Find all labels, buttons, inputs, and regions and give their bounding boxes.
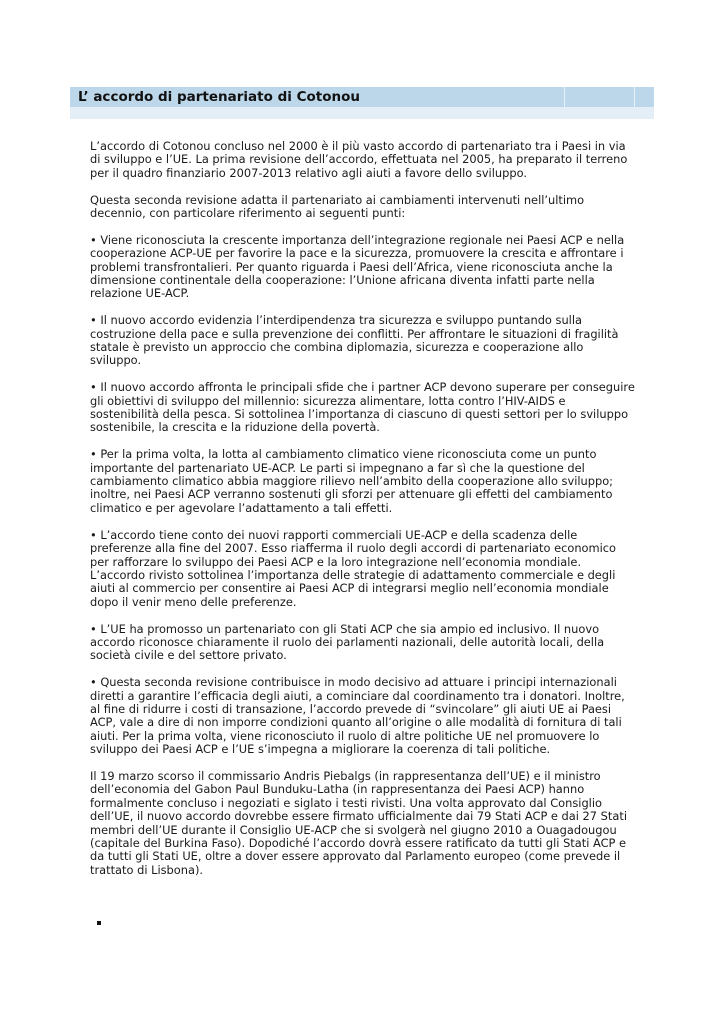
banner-divider [564, 87, 565, 107]
page-title: L’ accordo di partenariato di Cotonou [78, 89, 360, 105]
bullet-item: • Questa seconda revisione contribuisce in modo decisivo ad attuare i principi internazionali diretti a garantire l’efficacia degli aiuti, a cominciare dal coordinamento tra i donatori. Inoltre, al fine di ridurre i costi di transazione, l’accordo prevede di “svincolare” gli aiuti UE ai Paesi ACP, vale a dire di non imporre condizioni quanto all’origine o alle modalità di fornitura di tali aiuti. Per la prima volta, viene riconosciuto il ruolo di altre politiche UE nel promuovere lo sviluppo dei Paesi ACP e l’UE s’impegna a migliorare la coerenza di tali politiche. [90, 675, 625, 757]
bullet-item: • L’accordo tiene conto dei nuovi rapporti commerciali UE-ACP e della scadenza delle preferenze alla fine del 2007. Esso riafferma il ruolo degli accordi di partenariato economico per rafforzare lo sviluppo dei Paesi ACP e la loro integrazione nell’economia mondiale. L’accordo rivisto sottolinea l’importanza delle strategie di adattamento commerciale e degli aiuti al commercio per consentire ai Paesi ACP di integrarsi meglio nell’economia mondiale dopo il venir meno delle preferenze. [90, 527, 617, 609]
intro-paragraph: L’accordo di Cotonou concluso nel 2000 è il più vasto accordo di partenariato tra i Paesi in via di sviluppo e l’UE. La prima revisione dell’accordo, effettuata nel 2005, ha preparato il terreno per il quadro finanziario 2007-2013 relativo agli aiuti a favore dello sviluppo. [90, 139, 628, 180]
article-body [90, 140, 635, 891]
banner-divider [634, 87, 635, 107]
closing-paragraph: Il 19 marzo scorso il commissario Andris Piebalgs (in rappresentanza dell’UE) e il ministro dell’economia del Gabon Paul Bunduku-Latha (in rappresentanza dei Paesi ACP) hanno formalmente concluso i negoziati e siglato i testi rivisti. Una volta approvato dal Consiglio dell’UE, il nuovo accordo dovrebbe essere firmato ufficialmente dai 79 Stati ACP e dai 27 Stati membri dell’UE durante il Consiglio UE-ACP che si svolgerà nel giugno 2010 a Ouagadougou (capitale del Burkina Faso). Dopodiché l’accordo dovrà essere ratificato da tutti gli Stati ACP e da tutti gli Stati UE, oltre a dover essere approvato dal Parlamento europeo (come prevede il trattato di Lisbona). [90, 768, 627, 877]
bullet-item: • L’UE ha promosso un partenariato con gli Stati ACP che sia ampio ed inclusivo. Il nuovo accordo riconosce chiaramente il ruolo dei parlamenti nazionali, delle autorità locali, della società civile e del settore privato. [90, 621, 605, 663]
footer-bullet-mark [97, 921, 101, 925]
title-banner [70, 87, 654, 107]
revision-paragraph: Questa seconda revisione adatta il partenariato ai cambiamenti intervenuti nell’ultimo decennio, con particolare riferimento ai seguenti punti: [90, 192, 585, 221]
bullet-item: • Viene riconosciuta la crescente importanza dell’integrazione regionale nei Paesi ACP e nella cooperazione ACP-UE per favorire la pace e la sicurezza, promuovere la crescita e affrontare i problemi transfrontalieri. Per quanto riguarda i Paesi dell’Africa, viene riconosciuta anche la dimensione continentale della cooperazione: l’Unione africana diventa infatti parte nella relazione UE-ACP. [90, 232, 625, 301]
bullet-item: • Il nuovo accordo evidenzia l’interdipendenza tra sicurezza e sviluppo puntando sulla costruzione della pace e sulla prevenzione dei conflitti. Per affrontare le situazioni di fragilità statale è previsto un approccio che combina diplomazia, sicurezza e cooperazione allo sviluppo. [90, 313, 619, 368]
bullet-item: • Il nuovo accordo affronta le principali sfide che i partner ACP devono superare per conseguire gli obiettivi di sviluppo del millennio: sicurezza alimentare, lotta contro l’HIV-AIDS e sostenibilità della pesca. Si sottolinea l’importanza di ciascuno di questi settori per lo sviluppo sostenibile, la crescita e la riduzione della povertà. [90, 380, 635, 435]
title-underband [70, 107, 654, 119]
bullet-item: • Per la prima volta, la lotta al cambiamento climatico viene riconosciuta come un punto importante del partenariato UE-ACP. Le parti si impegnano a far sì che la questione del cambiamento climatico abbia maggiore rilievo nell’ambito della cooperazione allo sviluppo; inoltre, nei Paesi ACP verranno sostenuti gli sforzi per attenuare gli effetti del cambiamento climatico e per agevolare l’adattamento a tali effetti. [90, 447, 614, 515]
